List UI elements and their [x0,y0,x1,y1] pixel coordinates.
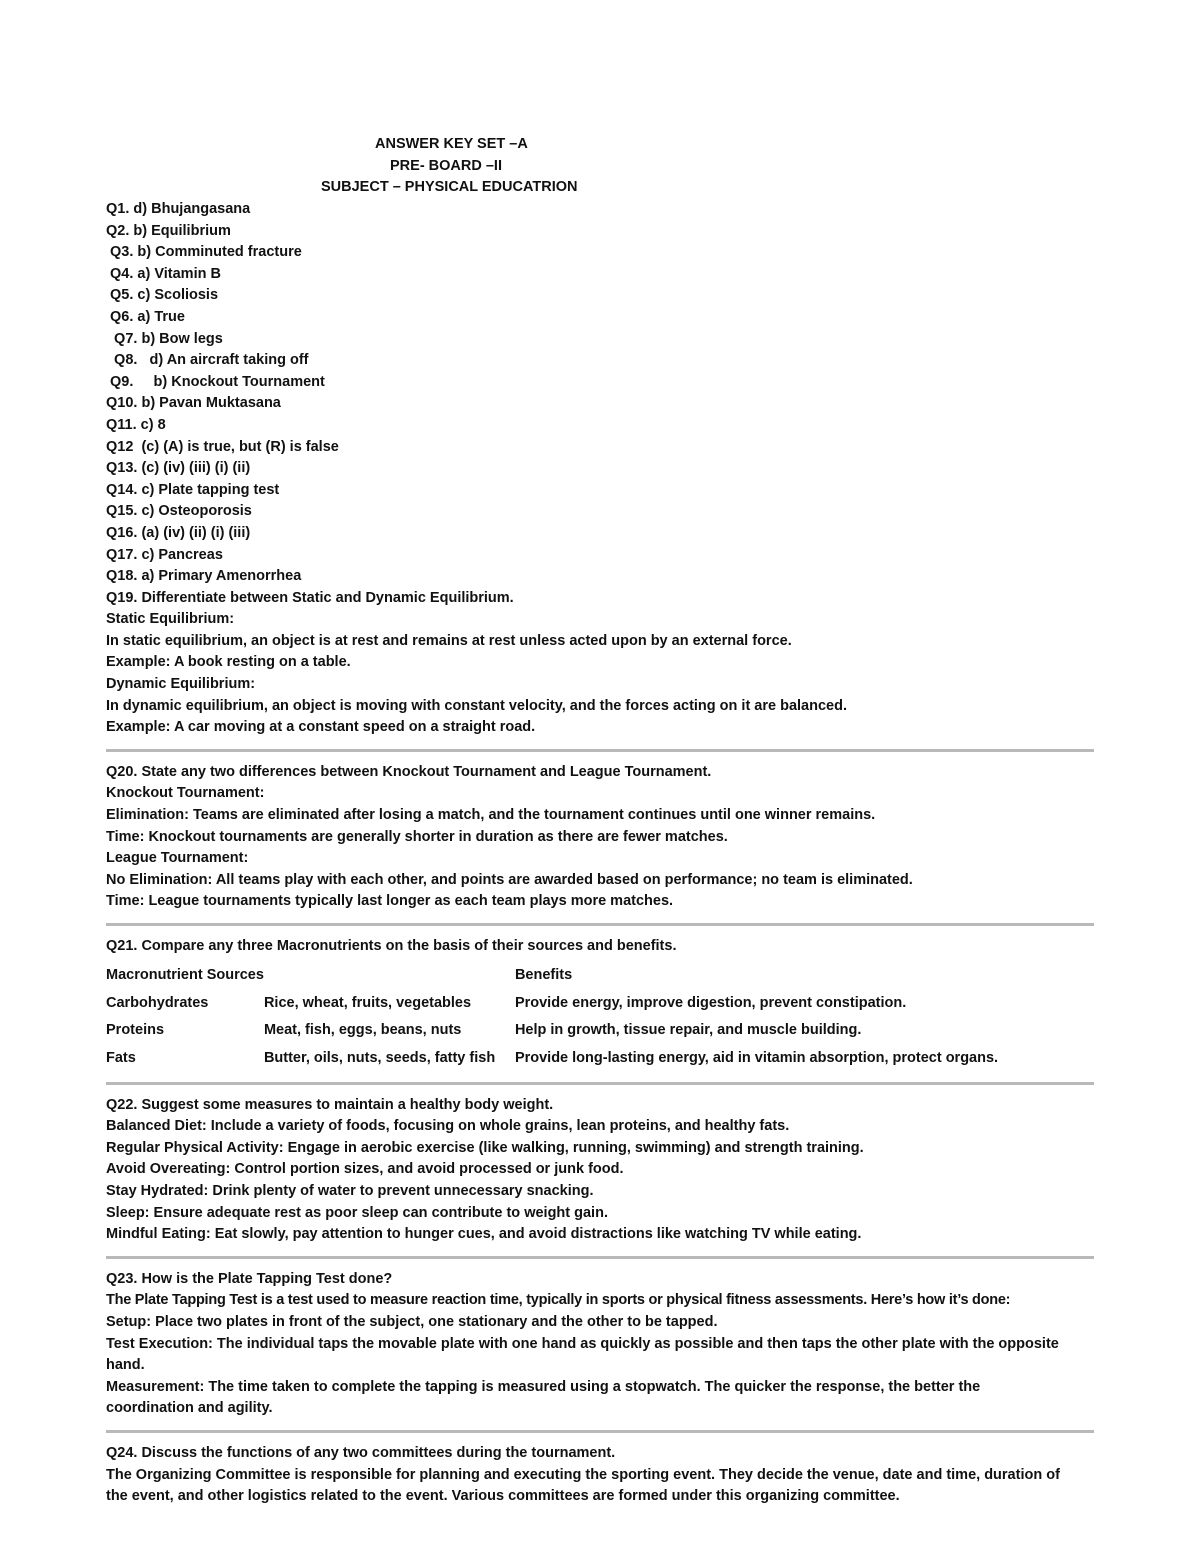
table-header-cell: Macronutrient [106,967,203,984]
section-q20 [106,762,1106,913]
answer-content [106,199,1106,1508]
q20-line: No Elimination: All teams play with each other, and points are awarded based on performance; no team is eliminated. [106,871,913,888]
table-cell: Help in growth, tissue repair, and muscle building. [514,1022,862,1039]
table-cell: Proteins [106,1022,165,1039]
q19-line: Example: A car moving at a constant speed on a straight road. [106,719,536,736]
answer-q11: Q11. c) 8 [106,416,166,433]
answer-q18: Q18. a) Primary Amenorrhea [106,568,302,585]
table-header-cell: Sources [206,967,264,984]
answer-q13: Q13. (c) (iv) (iii) (i) (ii) [106,460,251,477]
question-q23: Q23. How is the Plate Tapping Test done? [106,1270,393,1287]
answer-q12: Q12 (c) (A) is true, but (R) is false [106,438,339,455]
q22-line: Regular Physical Activity: Engage in aerobic exercise (like walking, running, swimming) and strength training. [106,1139,864,1156]
q22-line: Stay Hydrated: Drink plenty of water to prevent unnecessary snacking. [106,1182,594,1199]
header-title: ANSWER KEY SET –A [375,136,528,152]
section-divider [106,1430,1094,1433]
answer-q9: Q9. b) Knockout Tournament [106,373,325,390]
q22-line: Mindful Eating: Eat slowly, pay attention to hunger cues, and avoid distractions like watching TV while eating. [106,1226,862,1243]
q20-line: Time: League tournaments typically last longer as each team plays more matches. [106,893,674,910]
section-q23 [106,1269,1106,1420]
table-row [106,989,998,1017]
table-header-row [106,962,998,990]
table-cell: Provide energy, improve digestion, prevent constipation. [514,994,907,1011]
question-q24: Q24. Discuss the functions of any two committees during the tournament. [106,1444,616,1461]
section-divider [106,923,1094,926]
header-subject: SUBJECT – PHYSICAL EDUCATRION [321,179,578,195]
macronutrient-table [106,962,998,1072]
answer-q15: Q15. c) Osteoporosis [106,503,252,520]
table-row [106,1017,998,1045]
q22-line: Sleep: Ensure adequate rest as poor sleep can contribute to weight gain. [106,1204,608,1221]
q19-line: In static equilibrium, an object is at rest and remains at rest unless acted upon by an external force. [106,632,792,649]
answer-q8: Q8. d) An aircraft taking off [106,352,309,369]
table-cell: Butter, oils, nuts, seeds, fatty fish [263,1049,496,1066]
answer-q5: Q5. c) Scoliosis [106,287,219,304]
question-q21: Q21. Compare any three Macronutrients on the basis of their sources and benefits. [106,938,677,954]
section-q24 [106,1443,1106,1508]
question-q22: Q22. Suggest some measures to maintain a healthy body weight. [106,1096,554,1113]
answer-q4: Q4. a) Vitamin B [106,265,221,282]
table-cell: Fats [106,1049,136,1066]
document-header [0,134,1200,199]
section-q22 [106,1095,1106,1246]
table-cell: Rice, wheat, fruits, vegetables [263,994,472,1011]
table-cell: Provide long-lasting energy, aid in vitamin absorption, protect organs. [514,1049,999,1066]
answer-q6: Q6. a) True [106,308,185,325]
section-q19 [106,588,1106,739]
answer-q7: Q7. b) Bow legs [106,330,223,347]
table-cell: Carbohydrates [106,994,209,1011]
table-header-cell: Benefits [514,967,573,984]
q20-line: Knockout Tournament: [106,785,265,802]
short-answer-list [106,199,1106,588]
q23-line: Setup: Place two plates in front of the subject, one stationary and the other to be tapped. [106,1313,718,1330]
answer-q10: Q10. b) Pavan Muktasana [106,395,281,412]
q20-line: Elimination: Teams are eliminated after losing a match, and the tournament continues until one winner remains. [106,807,876,824]
answer-q2: Q2. b) Equilibrium [106,222,231,239]
section-divider [106,1256,1094,1259]
section-divider [106,1082,1094,1085]
answer-q1: Q1. d) Bhujangasana [106,201,251,217]
question-q19: Q19. Differentiate between Static and Dynamic Equilibrium. [106,589,514,606]
q22-line: Avoid Overeating: Control portion sizes, and avoid processed or junk food. [106,1161,624,1178]
q23-line: Measurement: The time taken to complete the tapping is measured using a stopwatch. The quicker the response, the better the coordination and agility. [106,1378,981,1417]
q19-line: In dynamic equilibrium, an object is moving with constant velocity, and the forces acting on it are balanced. [106,697,847,714]
q23-line: Test Execution: The individual taps the movable plate with one hand as quickly as possible and then taps the other plate with the opposite hand. [106,1335,1059,1374]
section-q21 [106,936,1106,1072]
table-cell: Meat, fish, eggs, beans, nuts [263,1022,462,1039]
q23-line: The Plate Tapping Test is a test used to measure reaction time, typically in sports or physical fitness assessments. Here’s how it’s done: [106,1292,1011,1309]
answer-q14: Q14. c) Plate tapping test [106,481,280,498]
q20-line: Time: Knockout tournaments are generally shorter in duration as there are fewer matches. [106,828,728,845]
q22-line: Balanced Diet: Include a variety of foods, focusing on whole grains, lean proteins, and healthy fats. [106,1118,790,1135]
answer-q3: Q3. b) Comminuted fracture [106,244,302,261]
section-divider [106,749,1094,752]
answer-q17: Q17. c) Pancreas [106,546,223,563]
question-q20: Q20. State any two differences between Knockout Tournament and League Tournament. [106,763,712,780]
answer-q16: Q16. (a) (iv) (ii) (i) (iii) [106,524,251,541]
header-exam: PRE- BOARD –II [390,157,502,174]
q20-line: League Tournament: [106,850,249,867]
q24-line: The Organizing Committee is responsible for planning and executing the sporting event. They decide the venue, date and time, duration of the event, and other logistics related to the event. Various committees are formed under this organizing committee. [106,1466,1060,1505]
table-row [106,1044,998,1072]
q19-line: Example: A book resting on a table. [106,654,351,671]
q19-line: Static Equilibrium: [106,611,235,628]
q19-line: Dynamic Equilibrium: [106,676,256,693]
